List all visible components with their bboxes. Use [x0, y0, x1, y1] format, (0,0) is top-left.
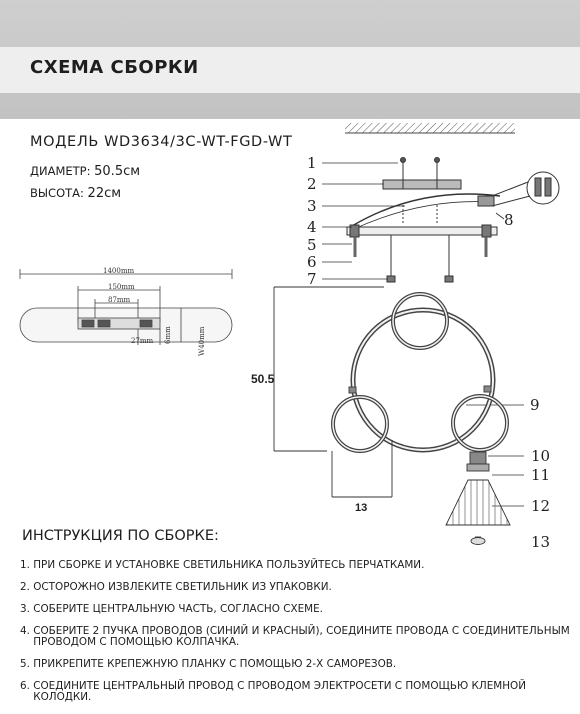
callout-12: 12 — [531, 497, 551, 515]
callout-numbers — [307, 154, 550, 551]
dim-right2-label: W40mm — [198, 326, 206, 356]
model-label: МОДЕЛЬ — [30, 134, 99, 150]
instruction-step: 2. ОСТОРОЖНО ИЗВЛЕКИТЕ СВЕТИЛЬНИК ИЗ УПАКОВКИ. — [20, 581, 332, 593]
instruction-step: 6. СОЕДИНИТЕ ЦЕНТРАЛЬНЫЙ ПРОВОД С ПРОВОДОМ ЭЛЕКТРОСЕТИ С ПОМОЩЬЮ КЛЕМНОЙ КОЛОДКИ. — [20, 680, 526, 703]
callout-8: 8 — [504, 211, 514, 229]
callout-5: 5 — [307, 236, 317, 254]
diameter-dimension-label: 50.5 — [251, 372, 275, 386]
dim-left-label: 27mm — [131, 337, 154, 345]
instruction-step: 3. СОБЕРИТЕ ЦЕНТРАЛЬНУЮ ЧАСТЬ, СОГЛАСНО СХЕМЕ. — [20, 603, 323, 615]
callout-9: 9 — [530, 396, 540, 414]
dim-total-label: 1400mm — [103, 267, 135, 275]
instructions-list — [20, 560, 573, 714]
diameter-value: 50.5см — [94, 164, 141, 179]
callout-2: 2 — [307, 175, 317, 193]
shade-parts — [446, 452, 510, 545]
callout-7: 7 — [307, 270, 317, 288]
callout-3: 3 — [307, 197, 317, 215]
dimension-lines — [274, 287, 392, 497]
instruction-step: 4. СОБЕРИТЕ 2 ПУЧКА ПРОВОДОВ (СИНИЙ И КРАСНЫЙ), СОЕДИНИТЕ ПРОВОДА С СОЕДИНИТЕЛЬНЫМ ПРОВОДОМ С ПОМОЩЬЮ КОЛПАЧКА. — [20, 625, 570, 648]
callout-11: 11 — [531, 466, 551, 484]
instruction-step: 5. ПРИКРЕПИТЕ КРЕПЕЖНУЮ ПЛАНКУ С ПОМОЩЬЮ 2-Х САМОРЕЗОВ. — [20, 658, 397, 670]
bottom-dimension-label: 13 — [355, 502, 368, 514]
callout-6: 6 — [307, 253, 317, 271]
instructions-title: ИНСТРУКЦИЯ ПО СБОРКЕ: — [22, 528, 219, 544]
dim-inner-label: 87mm — [108, 296, 131, 304]
model-value: WD3634/3C-WT-FGD-WT — [104, 134, 293, 150]
diameter-label: ДИАМЕТР: — [30, 164, 91, 178]
instruction-step: 1. ПРИ СБОРКЕ И УСТАНОВКЕ СВЕТИЛЬНИКА ПОЛЬЗУЙТЕСЬ ПЕРЧАТКАМИ. — [20, 559, 425, 571]
height-label: ВЫСОТА: — [30, 186, 84, 200]
callout-4: 4 — [307, 218, 317, 236]
height-value: 22см — [87, 186, 122, 201]
mounting-assembly — [347, 158, 559, 283]
callout-leaders — [322, 163, 524, 506]
page-title: СХЕМА СБОРКИ — [30, 57, 199, 78]
ceiling-hatch — [345, 123, 515, 133]
ring-assembly — [333, 294, 507, 451]
dim-right1-label: 6mm — [164, 326, 172, 344]
dim-mid-label: 150mm — [108, 283, 135, 291]
callout-13: 13 — [531, 533, 551, 551]
callout-1: 1 — [307, 154, 317, 172]
callout-10: 10 — [531, 447, 551, 465]
